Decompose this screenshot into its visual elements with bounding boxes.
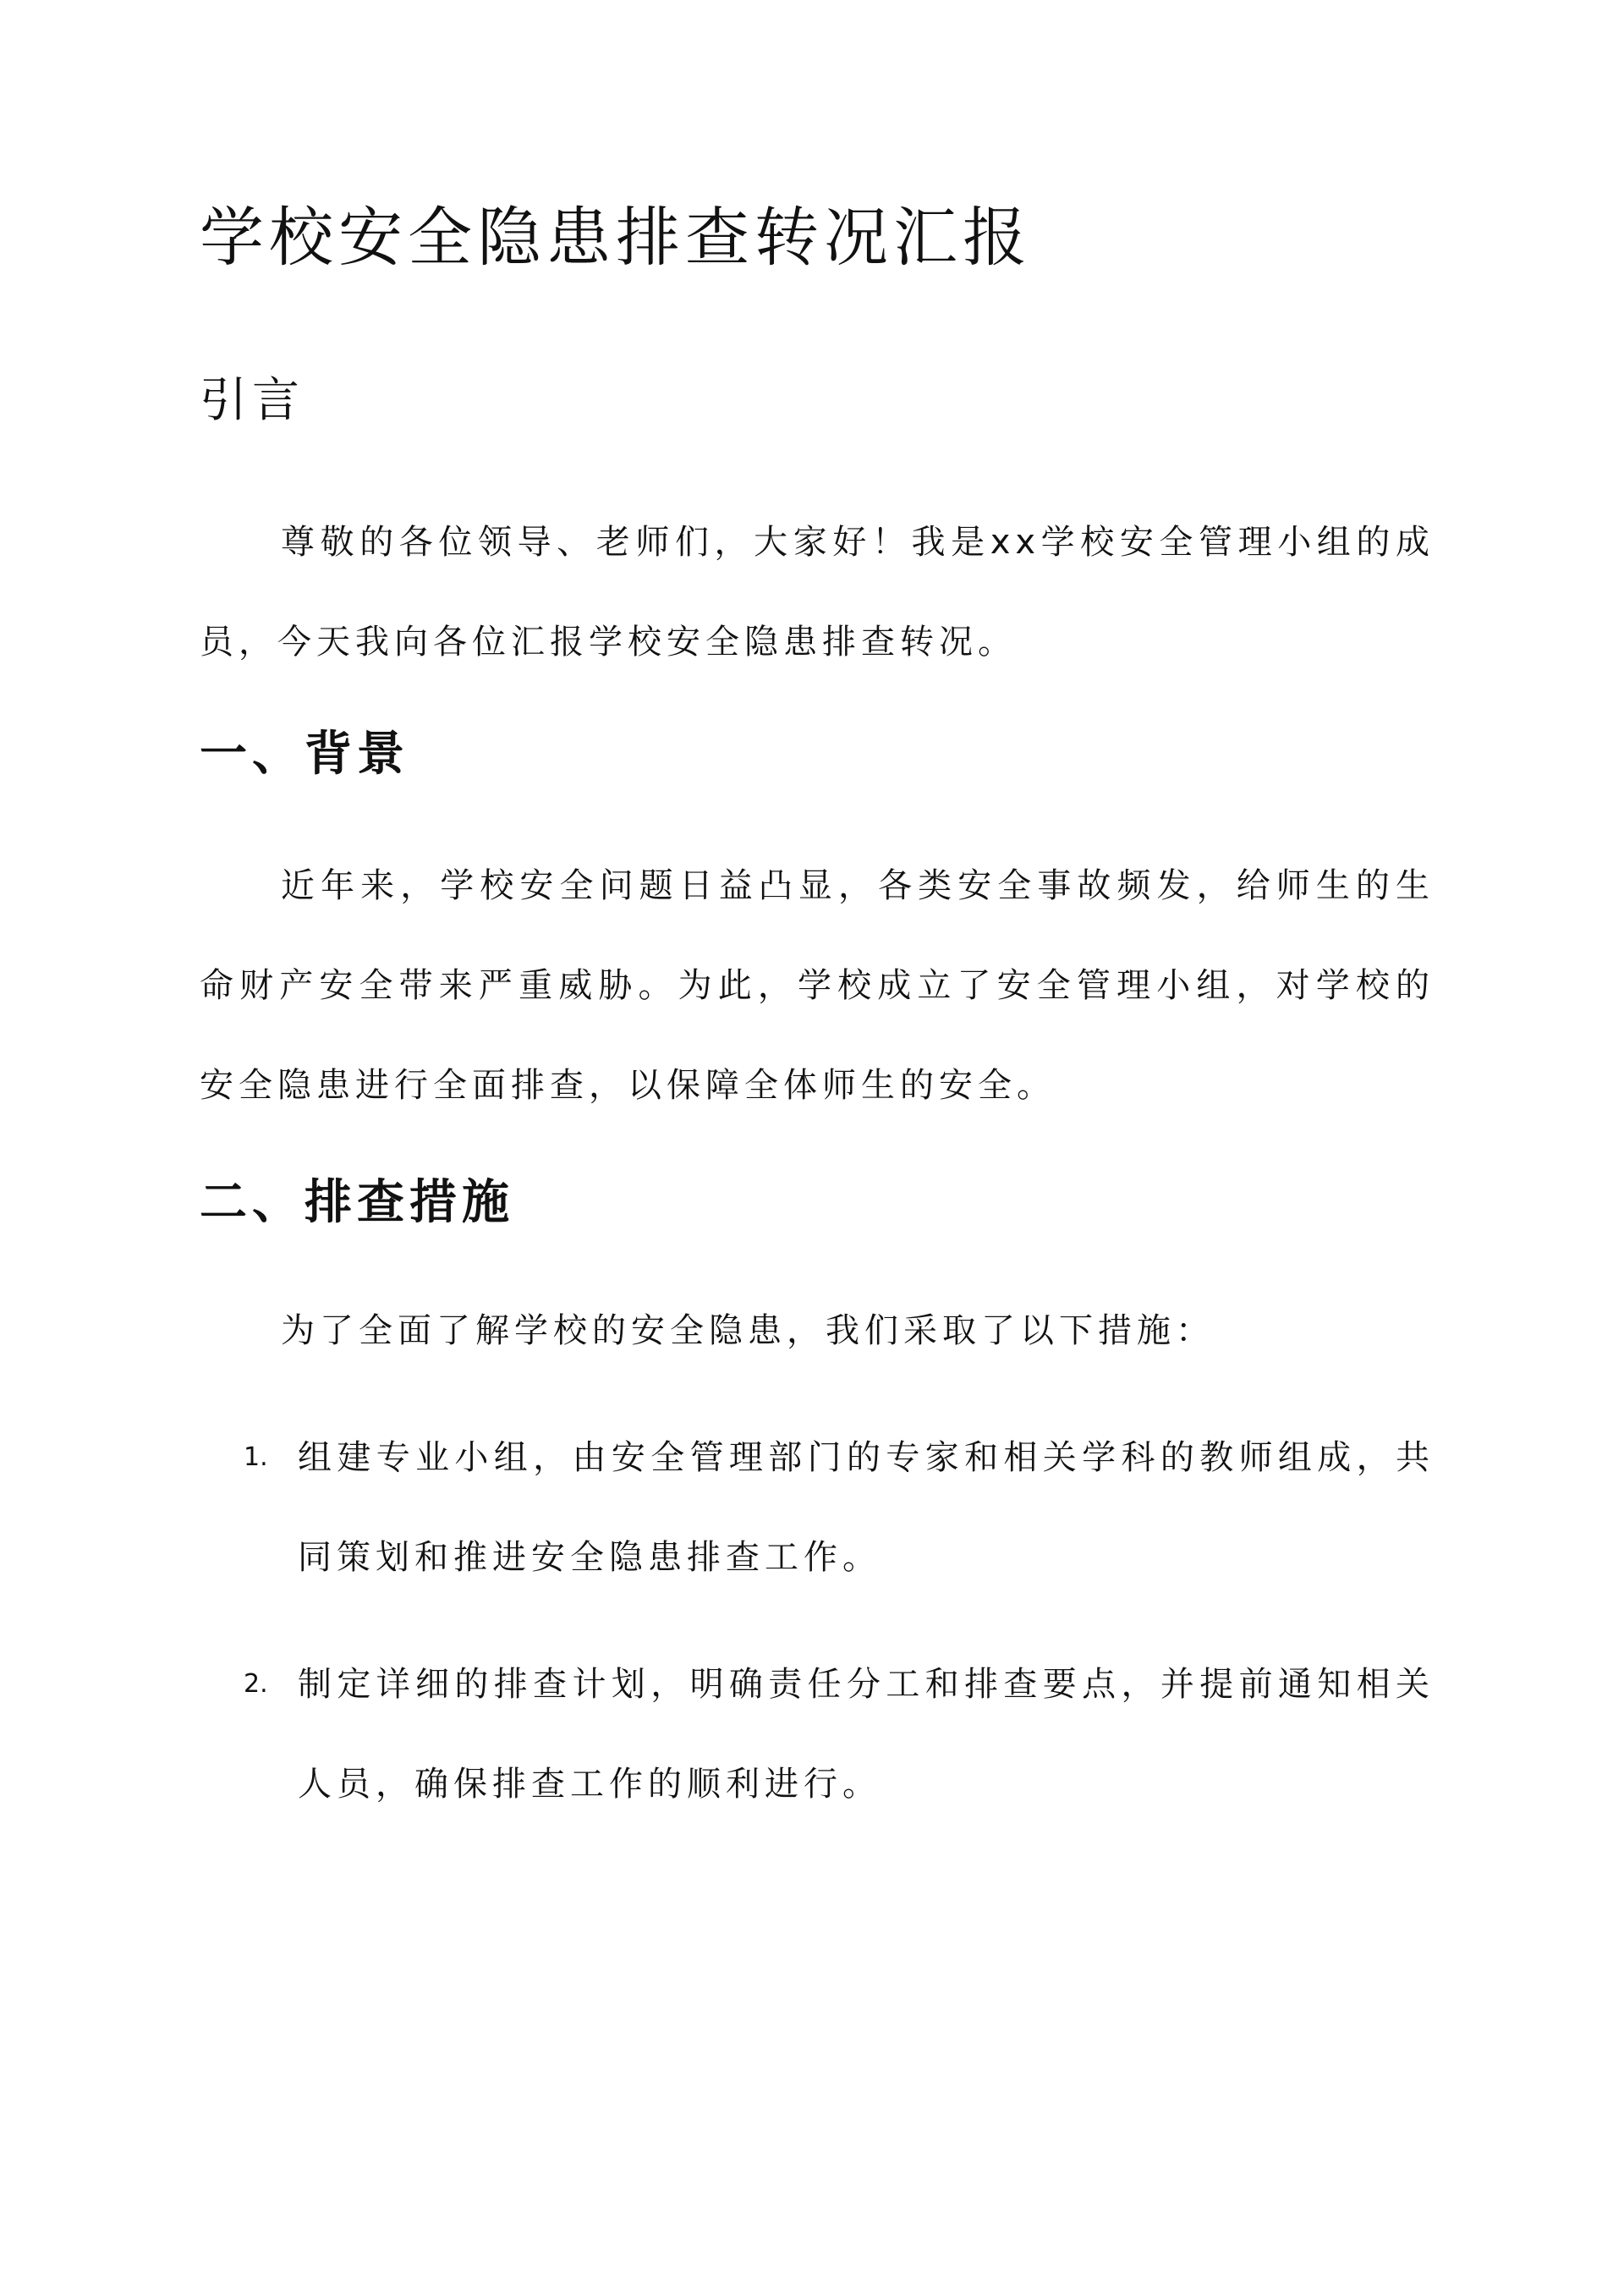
intro-paragraph: 尊敬的各位领导、老师们，大家好！我是xx学校安全管理小组的成员，今天我向各位汇报学校安全隐患排查转况。 (200, 523, 1435, 662)
list-item-number: 1. (244, 1442, 268, 1472)
section-heading-measures: 二、排查措施 (200, 1175, 514, 1230)
list-item-text: 制定详细的排查计划，明确责任分工和排查要点，并提前通知相关人员，确保排查工作的顺利进行。 (298, 1665, 1435, 1804)
measures-paragraph: 为了全面了解学校的安全隐患，我们采取了以下措施： (281, 1311, 1215, 1350)
section-heading-background: 一、背景 (200, 727, 409, 782)
list-item-number: 2. (244, 1669, 268, 1699)
document-body (200, 191, 1435, 1834)
measures-list (200, 1408, 1435, 1834)
background-paragraph: 近年来，学校安全问题日益凸显，各类安全事故频发，给师生的生命财产安全带来严重威胁。为此，学校成立了安全管理小组，对学校的安全隐患进行全面排查，以保障全体师生的安全。 (200, 866, 1435, 1105)
list-item (200, 1634, 1435, 1834)
section-heading-intro: 引言 (200, 373, 304, 428)
list-item-text: 组建专业小组，由安全管理部门的专家和相关学科的教师组成，共同策划和推进安全隐患排查工作。 (298, 1438, 1435, 1577)
document-title: 学校安全隐患排查转况汇报 (200, 200, 1032, 275)
list-item (200, 1408, 1435, 1607)
